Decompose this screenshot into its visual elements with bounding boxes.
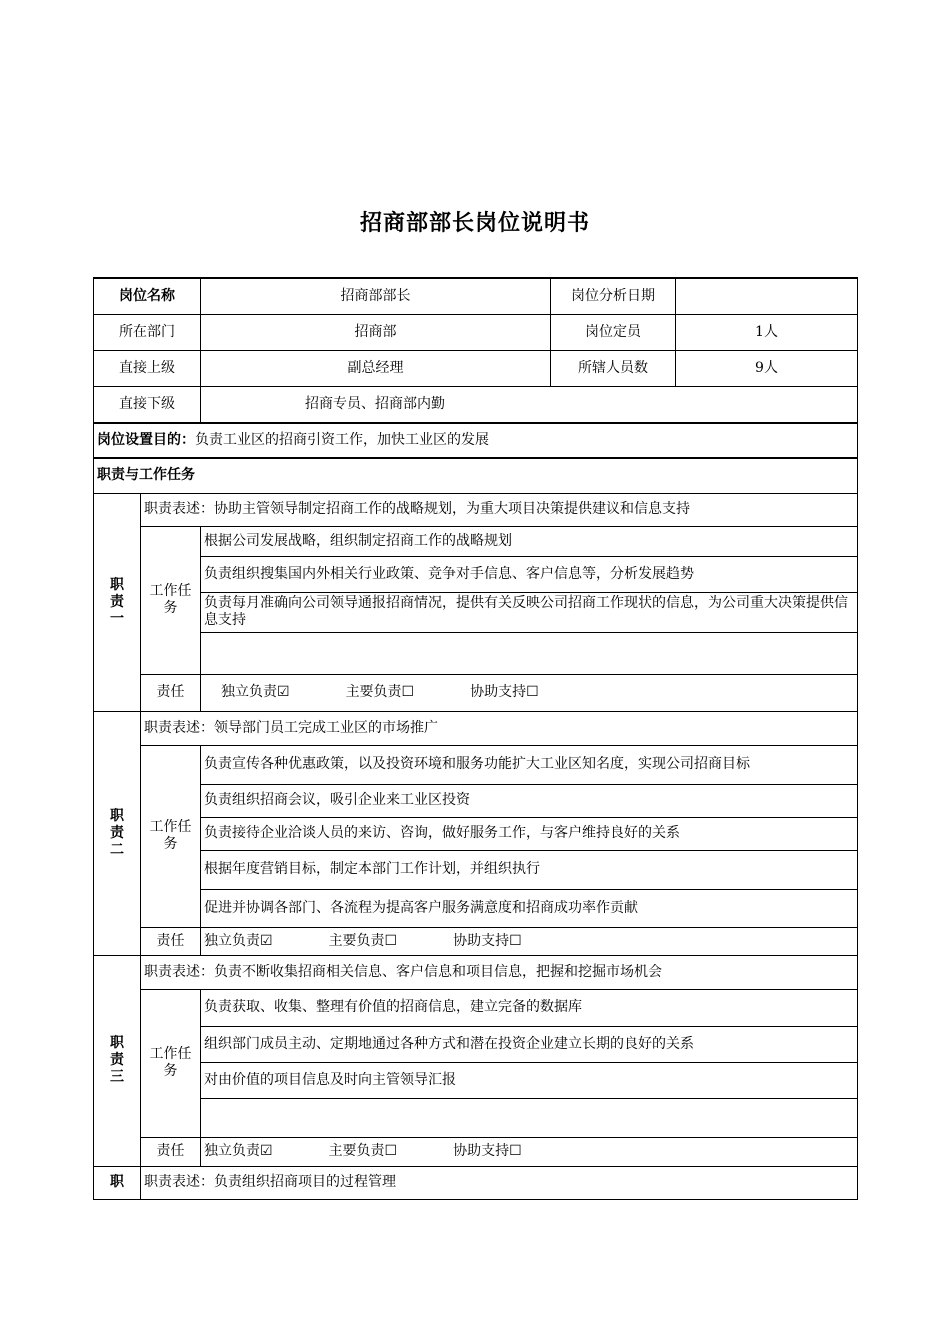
purpose-row — [94, 423, 858, 458]
duty-3-name: 职 责 三 — [94, 955, 141, 1166]
duty-2-resp-options — [201, 927, 858, 955]
duty-1-task-3: 负责每月准确向公司领导通报招商情况，提供有关反映公司招商工作现状的信息，为公司重大决策提供信息支持 — [201, 592, 858, 632]
main-option: 主要负责☐ — [345, 684, 415, 700]
subordinate-label: 直接下级 — [94, 386, 201, 423]
duty-3-desc: 职责表述：负责不断收集招商相关信息、客户信息和项目信息，把握和挖掘市场机会 — [141, 955, 858, 989]
purpose-label: 岗位设置目的： — [97, 432, 195, 448]
duty-1-name: 职 责 一 — [94, 493, 141, 711]
duty-3-task-label: 工作任务 — [141, 989, 201, 1137]
independent-option: 独立负责☑ — [204, 932, 273, 949]
duty-2-resp-label: 责任 — [141, 927, 201, 955]
subordinate-value: 招商专员、招商部内勤 — [201, 386, 858, 423]
headcount-value: 1人 — [676, 314, 858, 350]
headcount-label: 岗位定员 — [551, 314, 676, 350]
duty-2-task-4: 根据年度营销目标，制定本部门工作计划，并组织执行 — [201, 850, 858, 889]
purpose-text: 负责工业区的招商引资工作，加快工业区的发展 — [195, 432, 489, 448]
duty-3-task-3: 对由价值的项目信息及时向主管领导汇报 — [201, 1062, 858, 1098]
independent-option: 独立负责☑ — [221, 684, 290, 700]
analysis-date-label: 岗位分析日期 — [551, 278, 676, 314]
duty-1-resp-label: 责任 — [141, 674, 201, 711]
duty-1-desc: 职责表述：协助主管领导制定招商工作的战略规划，为重大项目决策提供建议和信息支持 — [141, 493, 858, 526]
duty-3-task-2: 组织部门成员主动、定期地通过各种方式和潜在投资企业建立长期的良好的关系 — [201, 1026, 858, 1062]
duty-2-task-2: 负责组织招商会议，吸引企业来工业区投资 — [201, 784, 858, 817]
assist-option: 协助支持☐ — [453, 1143, 522, 1159]
assist-option: 协助支持☐ — [470, 684, 539, 700]
duty-3-task-1: 负责获取、收集、整理有价值的招商信息，建立完备的数据库 — [201, 989, 858, 1026]
superior-label: 直接上级 — [94, 350, 201, 386]
duty-4-name: 职 — [94, 1166, 141, 1199]
duty-1-task-4 — [201, 632, 858, 674]
duty-4-desc: 职责表述：负责组织招商项目的过程管理 — [141, 1166, 858, 1199]
department-value: 招商部 — [201, 314, 551, 350]
independent-option: 独立负责☑ — [204, 1143, 273, 1159]
duty-2-name: 职 责 二 — [94, 711, 141, 955]
duty-1-task-2: 负责组织搜集国内外相关行业政策、竞争对手信息、客户信息等，分析发展趋势 — [201, 556, 858, 592]
main-option: 主要负责☐ — [328, 932, 398, 949]
main-option: 主要负责☐ — [328, 1143, 398, 1159]
duty-3-resp-label: 责任 — [141, 1137, 201, 1166]
duty-3-resp-options — [201, 1137, 858, 1166]
department-label: 所在部门 — [94, 314, 201, 350]
duties-header: 职责与工作任务 — [94, 458, 858, 493]
page-title: 招商部部长岗位说明书 — [359, 211, 590, 236]
superior-value: 副总经理 — [201, 350, 551, 386]
subordinates-count-label: 所辖人员数 — [551, 350, 676, 386]
subordinates-count-value: 9人 — [676, 350, 858, 386]
duty-2-desc: 职责表述：领导部门员工完成工业区的市场推广 — [141, 711, 858, 745]
analysis-date-value — [676, 278, 858, 314]
duty-2-task-1: 负责宣传各种优惠政策，以及投资环境和服务功能扩大工业区知名度，实现公司招商目标 — [201, 745, 858, 784]
duty-2-task-label: 工作任务 — [141, 745, 201, 927]
duty-2-task-5: 促进并协调各部门、各流程为提高客户服务满意度和招商成功率作贡献 — [201, 889, 858, 927]
assist-option: 协助支持☐ — [453, 932, 522, 949]
duty-1-task-label: 工作任务 — [141, 526, 201, 674]
duty-1-resp-options — [201, 674, 858, 711]
duty-2-task-3: 负责接待企业洽谈人员的来访、咨询，做好服务工作，与客户维持良好的关系 — [201, 817, 858, 850]
duty-1-task-1: 根据公司发展战略，组织制定招商工作的战略规划 — [201, 526, 858, 556]
duty-3-task-4 — [201, 1098, 858, 1137]
job-description-table — [93, 277, 858, 1200]
position-name-label: 岗位名称 — [94, 278, 201, 314]
position-name-value: 招商部部长 — [201, 278, 551, 314]
